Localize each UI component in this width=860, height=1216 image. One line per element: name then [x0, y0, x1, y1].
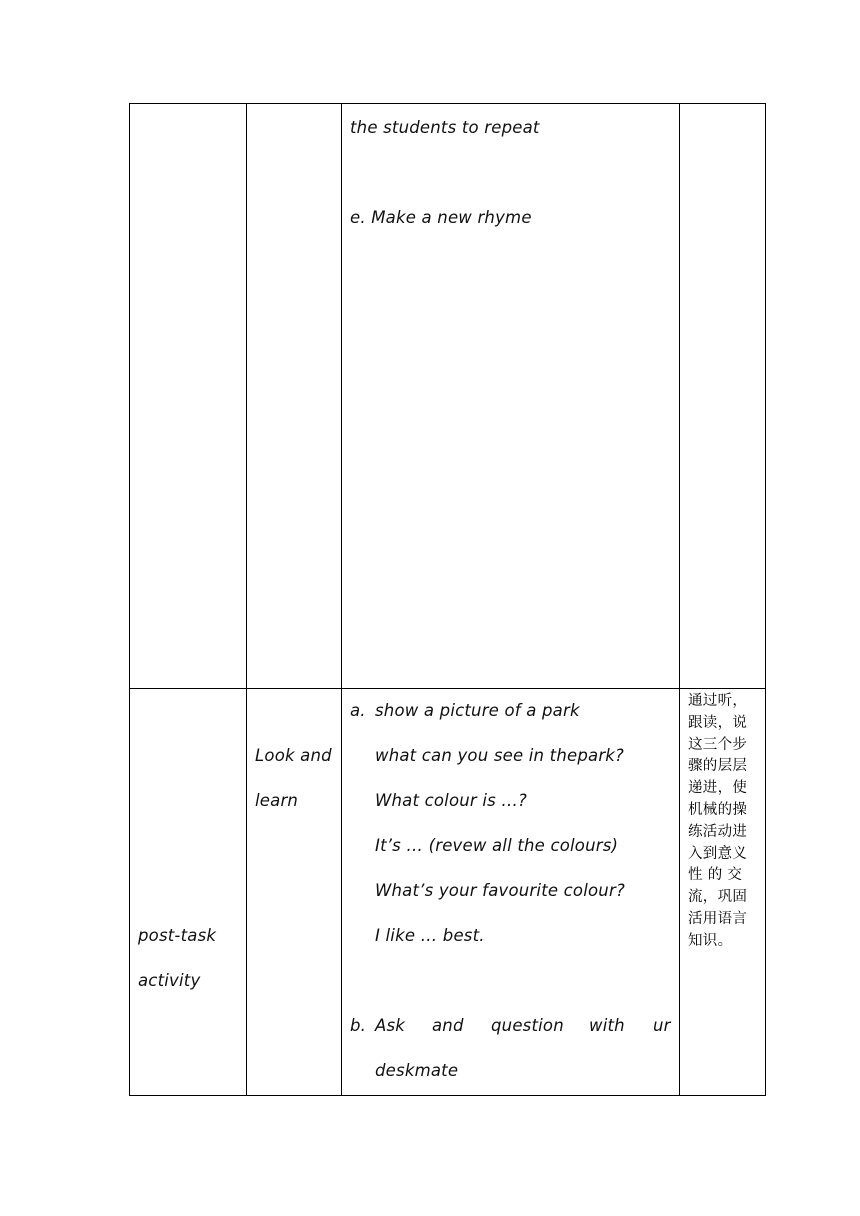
table-row	[130, 104, 766, 689]
stage-cell	[130, 689, 247, 1096]
activity-line: What’s your favourite colour?	[375, 881, 625, 900]
purpose-line: 知识。	[688, 932, 733, 949]
stage-label-line: activity	[138, 971, 201, 990]
purpose-line: 练活动进	[688, 823, 748, 840]
purpose-line: 活用语言	[688, 910, 748, 927]
purpose-line: 机械的操	[688, 801, 748, 818]
activity-line: show a picture of a park	[375, 701, 580, 720]
activity-line: what can you see in thepark?	[375, 746, 625, 765]
lesson-plan-table	[129, 103, 766, 1096]
activity-line: the students to repeat	[350, 118, 540, 137]
list-marker: a.	[350, 701, 366, 720]
activity-line: It’s … (revew all the colours)	[375, 836, 619, 855]
activity-cell	[342, 104, 680, 689]
activity-line: What colour is …?	[375, 791, 528, 810]
purpose-line: 性 的 交	[688, 867, 743, 884]
activity-line: deskmate	[375, 1061, 459, 1080]
purpose-line: 流，巩固	[688, 889, 748, 906]
purpose-line: 骤的层层	[688, 758, 748, 775]
activity-line: I like … best.	[375, 926, 485, 945]
purpose-line: 跟读，说	[688, 714, 748, 731]
table-row	[130, 689, 766, 1096]
purpose-line: 这三个步	[688, 736, 748, 753]
method-cell	[247, 689, 342, 1096]
method-label-line: Look and	[255, 746, 332, 765]
purpose-cell	[680, 104, 766, 689]
purpose-text	[680, 689, 765, 953]
justified-word: with	[589, 1016, 625, 1035]
purpose-cell	[680, 689, 766, 1096]
purpose-line: 通过听，	[688, 693, 748, 709]
activity-cell	[342, 689, 680, 1096]
activity-line: e. Make a new rhyme	[350, 208, 532, 227]
purpose-line: 入到意义	[688, 845, 748, 862]
justified-word: Ask	[375, 1016, 406, 1035]
purpose-line: 递进，使	[688, 780, 748, 797]
justified-word: and	[432, 1016, 464, 1035]
justified-word: question	[491, 1016, 564, 1035]
stage-cell	[130, 104, 247, 689]
method-cell	[247, 104, 342, 689]
list-marker: b.	[350, 1016, 367, 1035]
method-label-line: learn	[255, 791, 299, 810]
justified-word: ur	[653, 1016, 671, 1035]
stage-label-line: post-task	[138, 926, 217, 945]
